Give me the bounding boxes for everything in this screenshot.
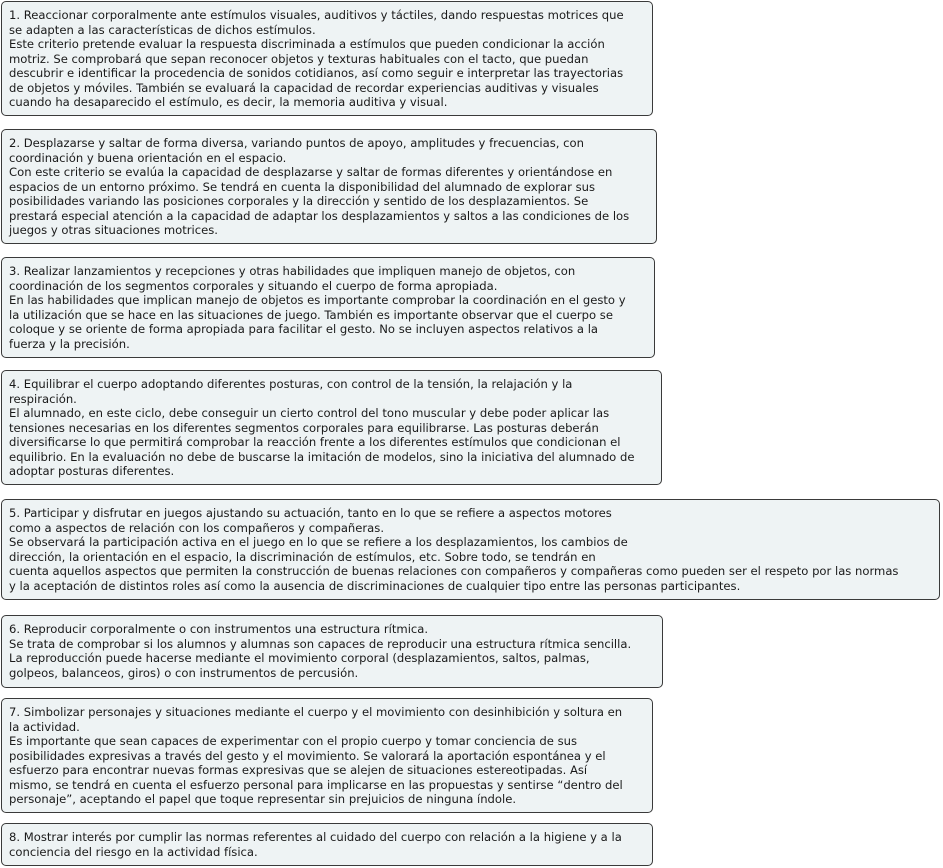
criterion-description: Es importante que sean capaces de experimentar con el propio cuerpo y tomar conciencia de sus posibilidades expresivas a través del gesto y el movimiento. Se valorará la aportación espontánea y el esfuerzo para encontrar nuevas formas expresivas que se alejen de situaciones estereotipadas. Así mismo, se tendrá en cuenta el esfuerzo personal para implicarse en las propuestas y sentirse “dentro del personaje”, aceptando el papel que toque representar sin prejuicios de ninguna índole. (9, 734, 623, 806)
criterion-box-6 (1, 615, 663, 688)
criterion-title: 2. Desplazarse y saltar de forma diversa, variando puntos de apoyo, amplitudes y frecuencias, con coordinación y buena orientación en el espacio. (9, 136, 584, 165)
criterion-box-4 (1, 370, 662, 485)
criterion-box-8 (1, 823, 653, 866)
criterion-box-3 (1, 257, 655, 358)
criterion-description: Con este criterio se evalúa la capacidad de desplazarse y saltar de formas diferentes y orientándose en espacios de un entorno próximo. Se tendrá en cuenta la disponibilidad del alumnado de explorar sus posibilidades variando las posiciones corporales y la dirección y sentido de los desplazamientos. Se prestará especial atención a la capacidad de adaptar los desplazamientos y saltos a las condiciones de los juegos y otras situaciones motrices. (9, 165, 630, 237)
criterion-description: En las habilidades que implican manejo de objetos es importante comprobar la coordinación en el gesto y la utilización que se hace en las situaciones de juego. También es importante observar que el cuerpo se coloque y se oriente de forma apropiada para facilitar el gesto. No se incluyen aspectos relativos a la fuerza y la precisión. (9, 293, 626, 351)
criterion-box-5 (1, 499, 940, 600)
criterion-box-2 (1, 129, 657, 244)
criterion-description: El alumnado, en este ciclo, debe conseguir un cierto control del tono muscular y debe poder aplicar las tensiones necesarias en los diferentes segmentos corporales para equilibrarse. Las posturas deberán diversificarse lo que permitirá comprobar la reacción frente a los diferentes estímulos que condicionan el equilibrio. En la evaluación no debe de buscarse la imitación de modelos, sino la iniciativa del alumnado de adoptar posturas diferentes. (9, 406, 635, 478)
criterion-description: Se observará la participación activa en el juego en lo que se refiere a los desplazamientos, los cambios de dirección, la orientación en el espacio, la discriminación de estímulos, etc. Sobre todo, se tendrán en cuenta aquellos aspectos que permiten la construcción de buenas relaciones con compañeros y compañeras como pueden ser el respeto por las normas y la aceptación de distintos roles así como la ausencia de discriminaciones de cualquier tipo entre las personas participantes. (9, 535, 899, 593)
criterion-box-1 (1, 1, 653, 116)
criterion-title: 1. Reaccionar corporalmente ante estímulos visuales, auditivos y táctiles, dando respuestas motrices que se adapten a las características de dichos estímulos. (9, 8, 624, 37)
criterion-title: 4. Equilibrar el cuerpo adoptando diferentes posturas, con control de la tensión, la relajación y la respiración. (9, 377, 573, 406)
criterion-title: 5. Participar y disfrutar en juegos ajustando su actuación, tanto en lo que se refiere a aspectos motores como a aspectos de relación con los compañeros y compañeras. (9, 506, 612, 535)
criterion-description: Este criterio pretende evaluar la respuesta discriminada a estímulos que pueden condicionar la acción motriz. Se comprobará que sepan reconocer objetos y texturas habituales con el tacto, que puedan descubrir e identificar la procedencia de sonidos cotidianos, así como seguir e interpretar las trayectorias de objetos y móviles. También se evaluará la capacidad de recordar experiencias auditivas y visuales cuando ha desaparecido el estímulo, es decir, la memoria auditiva y visual. (9, 37, 624, 109)
criterion-title: 6. Reproducir corporalmente o con instrumentos una estructura rítmica. (9, 622, 429, 636)
criterion-title: 7. Simbolizar personajes y situaciones mediante el cuerpo y el movimiento con desinhibición y soltura en la actividad. (9, 705, 623, 734)
criterion-title: 3. Realizar lanzamientos y recepciones y otras habilidades que impliquen manejo de objetos, con coordinación de los segmentos corporales y situando el cuerpo de forma apropiada. (9, 264, 576, 293)
criterion-title: 8. Mostrar interés por cumplir las normas referentes al cuidado del cuerpo con relación a la higiene y a la conciencia del riesgo en la actividad física. (9, 830, 622, 859)
criterion-description: Se trata de comprobar si los alumnos y alumnas son capaces de reproducir una estructura rítmica sencilla. La reproducción puede hacerse mediante el movimiento corporal (desplazamientos, saltos, palmas, golpeos, balanceos, giros) o con instrumentos de percusión. (9, 636, 632, 680)
criterion-box-7 (1, 698, 653, 813)
